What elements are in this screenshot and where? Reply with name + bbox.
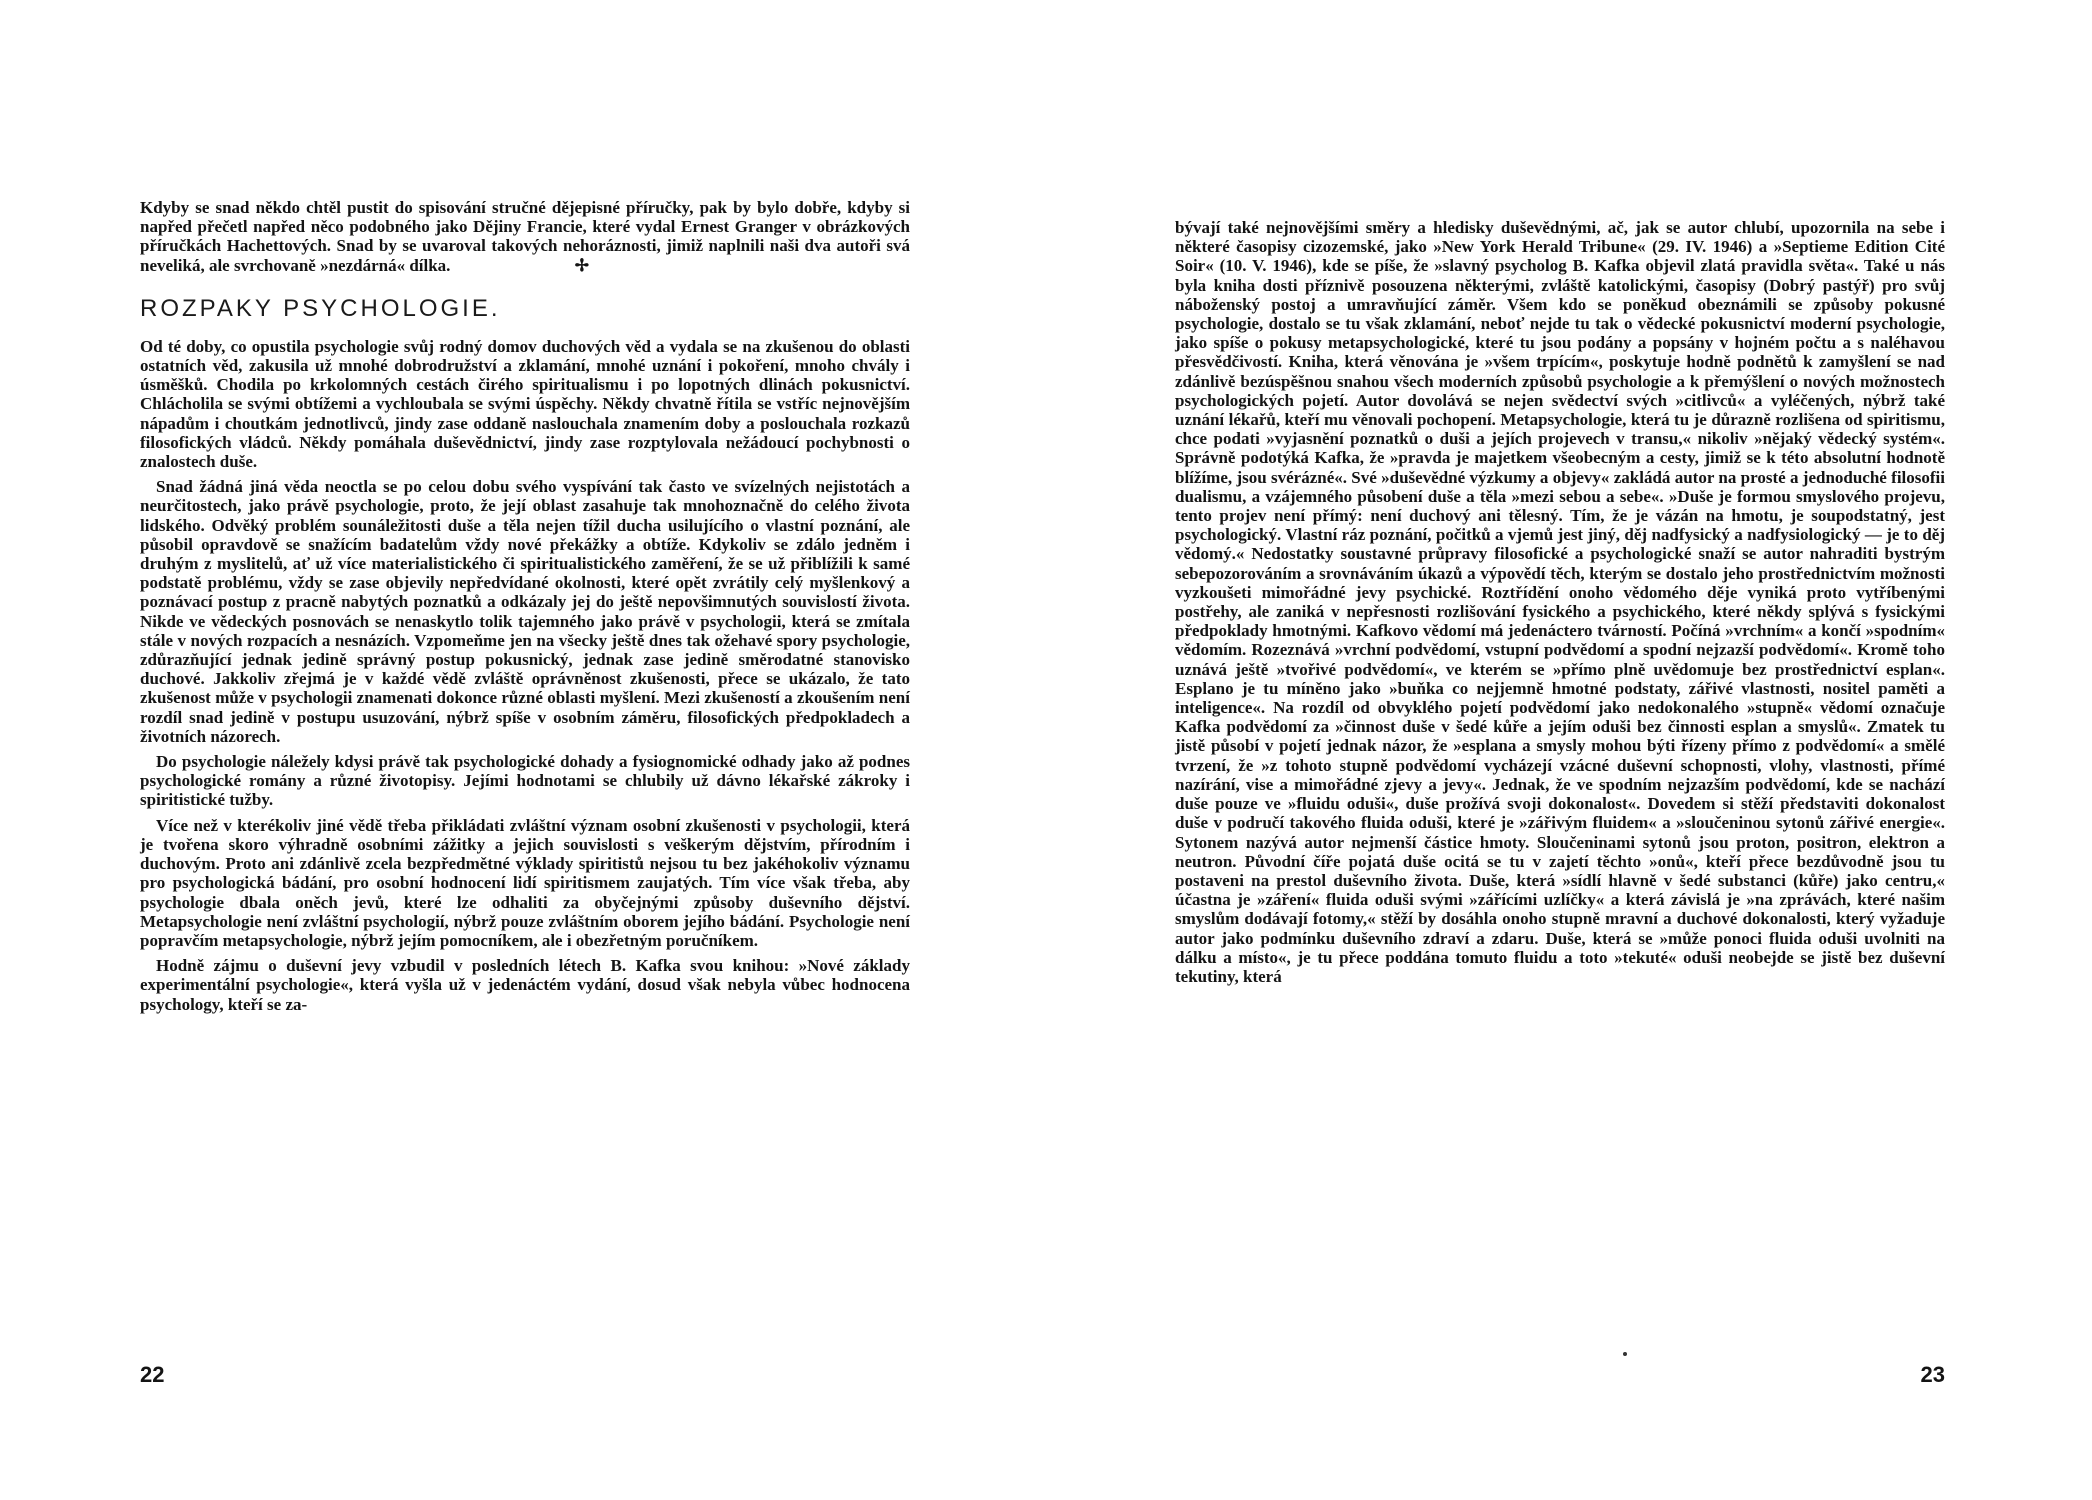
page-number-left: 22 [140, 1362, 165, 1387]
paragraph: Do psychologie náležely kdysi právě tak psychologické dohady a fysiognomické odhady jako až podnes psychologické romány a různé životopisy. Jejími hodnotami se chlubily už dávno lékařské zákroky i spiritistické tužby. [140, 752, 910, 810]
page-number-right: 23 [1920, 1362, 1945, 1387]
intro-paragraph: Kdyby se snad někdo chtěl pustit do spisování stručné dějepisné příručky, pak by bylo dobře, kdyby si napřed přečetl napřed něco podobného jako Dějiny Francie, které vydal Ernest Granger v obrázkových příručkách Hachettových. Snad by se uvaroval takových nehoráznosti, jimiž naplnili naši dva autoři svá neveliká, ale svrchovaně »nezdárná« dílka. ✢ [140, 198, 910, 275]
paragraph: Více než v kterékoliv jiné vědě třeba přikládati zvláštní význam osobní zkušenosti v psychologii, která je tvořena skoro výhradně osobními zážitky a jejich souvislosti s veškerým dějstvím, přírodním i duchovým. Proto ani zdánlivě zcela bezpředmětné výklady spiritistů nejsou tu bez jakéhokoliv významu pro psychologická bádání, pro osobní hodnocení lidí spiritismem zaujatých. Tím více však třeba, aby psychologie dbala oněch jevů, které lze odhaliti za obyčejnými způsoby duševního dějství. Metapsychologie není zvláštní psychologií, nýbrž pouze zvláštním oborem jejího bádání. Psychologie není popravčím metapsychologie, nýbrž jejím pomocníkem, ale i obezřetným poručníkem. [140, 815, 910, 950]
left-page [140, 0, 910, 1500]
paragraph: Od té doby, co opustila psychologie svůj rodný domov duchových věd a vydala se na zkušenou do oblasti ostatních věd, zakusila už mnohé dobrodružství a zklamání, mnohé uznání i pokoření, mnoho chvály i úsměšků. Chodila po krkolomných cestách čirého spiritualismu i po lopotných dlinách pokusnictví. Chlácholila se svými obtížemi a vychloubala se svými úspěchy. Někdy chvatně řítila se vstříc nejnovějším nápadům i choutkám jednotlivců, jindy zase oddaně naslouchala znamením doby a poslouchala rozkazů filosofických vládců. Někdy pomáhala duševědnictví, jindy zase rozptylovala nežádoucí pochybnosti o znalostech duše. [140, 336, 910, 472]
section-heading: ROZPAKY PSYCHOLOGIE. [140, 294, 501, 322]
left-text-column [140, 198, 910, 1020]
right-page [1175, 0, 1945, 1500]
right-text-column [1175, 218, 1945, 992]
paragraph: Snad žádná jiná věda neoctla se po celou dobu svého vyspívání tak často ve svízelných nejistotách a neurčitostech, jako právě psychologie, proto, že její oblast zasahuje tak mnohoznačně do celého života lidského. Odvěký problém sounáležitosti duše a těla nejen tížil ducha usilujícího o vlastní poznání, ale působil opravdově se snažícím badatelům vždy nové překážky a obtíže. Kdykoliv se zdálo jedněm i druhým z myslitelů, ať už více materialistického či spiritualistického zaměření, že se už přiblížili k samé podstatě problému, vždy se zase objevily nepředvídané okolnosti, které opět zvrátily celý myšlenkový a poznávací postup z pracně nabytých poznatků a odkázaly jej do ještě nepovšimnutých souvislostí života. Nikde ve vědeckých posnovách se nenaskytlo tolik tajemného jako právě v psychologii, která se zmítala stále v nových rozpacích a nesnázích. Vzpomeňme jen na všecky ještě dnes tak ožehavé spory psychologie, zdůrazňující jednak jedině správný postup pokusnický, jednak zase jedině směrodatné stanovisko duchové. Jakkoliv zřejmá je v každé vědě zvláště oprávněnost zkušenosti, přece se ukázalo, že tato zkušenost může v psychologii znamenati dokonce různé oblasti myšlení. Mezi zkušeností a zkoušením není rozdíl snad jedině v postupu usuzování, nýbrž spíše v osobním záměru, filosofických předpokladech a životních názorech. [140, 477, 910, 746]
paragraph: bývají také nejnovějšími směry a hledisky duševědnými, ač, jak se autor chlubí, upozornila na sebe i některé časopisy cizozemské, jako »New York Herald Tribune« (29. IV. 1946) a »Septieme Edition Cité Soir« (10. V. 1946), kde se píše, že »slavný psycholog B. Kafka objevil zlatá pravidla světa«. Také u nás byla kniha dosti příznivě posouzena některými, zvláště katolickými, časopisy (Dobrý pastýř) pro svůj náboženský postoj a umravňující záměr. Všem kdo se poněkud obeznámili se způsoby pokusné psychologie, dostalo se tu však zklamání, neboť nejde tu tak o vědecké pokusnictví moderní psychologie, jako spíše o pokusy metapsychologické, které tu jsou podány a popsány v hojném počtu a s naléhavou přesvědčivostí. Kniha, která věnována je »všem trpícím«, poskytuje hodně podnětů k zamyšlení se nad zdánlivě bezúspěšnou snahou všech moderních způsobů psychologie a k přemýšlení o nových možnostech psychologických pojetí. Autor dovolává se nejen svědectví svých »citlivců« a vyléčených, nýbrž také uznání lékařů, kteří mu věnovali pochopení. Metapsychologie, která tu je důrazně rozlišena od spiritismu, chce podati »vyjasnění poznatků o duši a jejích projevech v transu,« nikoliv »nějaký vědecký systém«. Správně podotýká Kafka, že »pravda je majetkem všeobecným a cesty, jimiž se k této absolutní hodnotě blížíme, jsou svérázné«. Své »duševědné výzkumy a objevy« zakládá autor na prosté a jednoduché filosofii dualismu, a vzájemného působení duše a těla »mezi sebou a sebe«. »Duše je formou smyslového projevu, tento projev není přímý: není duchový ani tělesný. Tím, že je vázán na hmotu, je soupodstatný, jest psychologický. Vlastní ráz poznání, počitků a vjemů jest jiný, děj nadfysický a nadfysiologický — je to děj vědomý.« Nedostatky soustavné průpravy filosofické a psychologické snaží se autor nahraditi bystrým sebepozorováním a srovnáváním úkazů a výpovědí těch, kterým se dostalo jeho prostřednictvím možnosti vyzkoušeti mimořádné jevy psychické. Roztřídění onoho vědomého děje vyniká proto vytříbenými postřehy, ale zaniká v nepřesnosti rozlišování fysického a psychického, které někdy splývá s fysickými předpoklady hmotnými. Kafkovo vědomí má jedenáctero tvárností. Počíná »vrchním« a končí »spodním« vědomím. Rozeznává »vrchní podvědomí, vstupní podvědomí a spodní nejzazší podvědomí«. Kromě toho uznává ještě »tvořivé podvědomí«, ve kterém se »přímo plně uvědomuje bez prostřednictví esplan«. Esplano je tu míněno jako »buňka co nejjemně hmotné podstaty, zářivé vlastnosti, nositel paměti a inteligence«. Na rozdíl od obvyklého pojetí podvědomí jako nedokonalého »stupně« vědomí označuje Kafka podvědomí za »činnost duše v šedé kůře a jejím oduši bez činnosti esplan a smyslů«. Zmatek tu jistě působí v pojetí jednak názor, že »esplana a smysly mohou býti řízeny přímo z podvědomí« a smělé tvrzení, že »z tohoto stupně podvědomí vycházejí vzácné duševní schopnosti, vlohy, vlastnosti, přímé nazírání, vise a mimořádné zjevy a jevy«. Jednak, že ve spodním nejzazším podvědomí, kde se nachází duše pouze ve »fluidu oduši«, duše prožívá svoji dokonalost«. Dovedem si stěží představiti dokonalost duše v područí takového fluida oduši, které je »zářivým fluidem« a »sloučeninou sytonů zářivé energie«. Sytonem nazývá autor nejmenší částice hmoty. Sloučeninami sytonů jsou proton, positron, elektron a neutron. Původní číře pojatá duše ocitá se tu v zajetí těchto »onů«, kteří přece bezdůvodně jsou tu postaveni na prestol duševního života. Duše, která »sídlí hlavně v šedé substanci (kůře) jako centru,« účastna je »záření« fluida oduši svými »zářícími uzlíčky« a která závislá je »na zprávách, které našim smyslům dodávají fotomy,« stěží by dosáhla onoho stupně mravní a duchové dokonalosti, který vyžaduje autor jako podmínku duševního zdraví a zdaru. Duše, která se »může ponoci fluida oduši uvolniti na dálku a místo«, je tu přece poddána tomuto fluidu a toto »tekuté« oduši neobejde se jistě bez duševní tekutiny, která [1175, 218, 1945, 986]
end-mark: ✢ [574, 255, 589, 275]
paragraph: Hodně zájmu o duševní jevy vzbudil v posledních létech B. Kafka svou knihou: »Nové základy experimentální psychologie«, která vyšla už v jedenáctém vydání, dosud však nebyla vůbec hodnocena psychology, kteří se za- [140, 956, 910, 1014]
print-speck [1623, 1352, 1627, 1356]
